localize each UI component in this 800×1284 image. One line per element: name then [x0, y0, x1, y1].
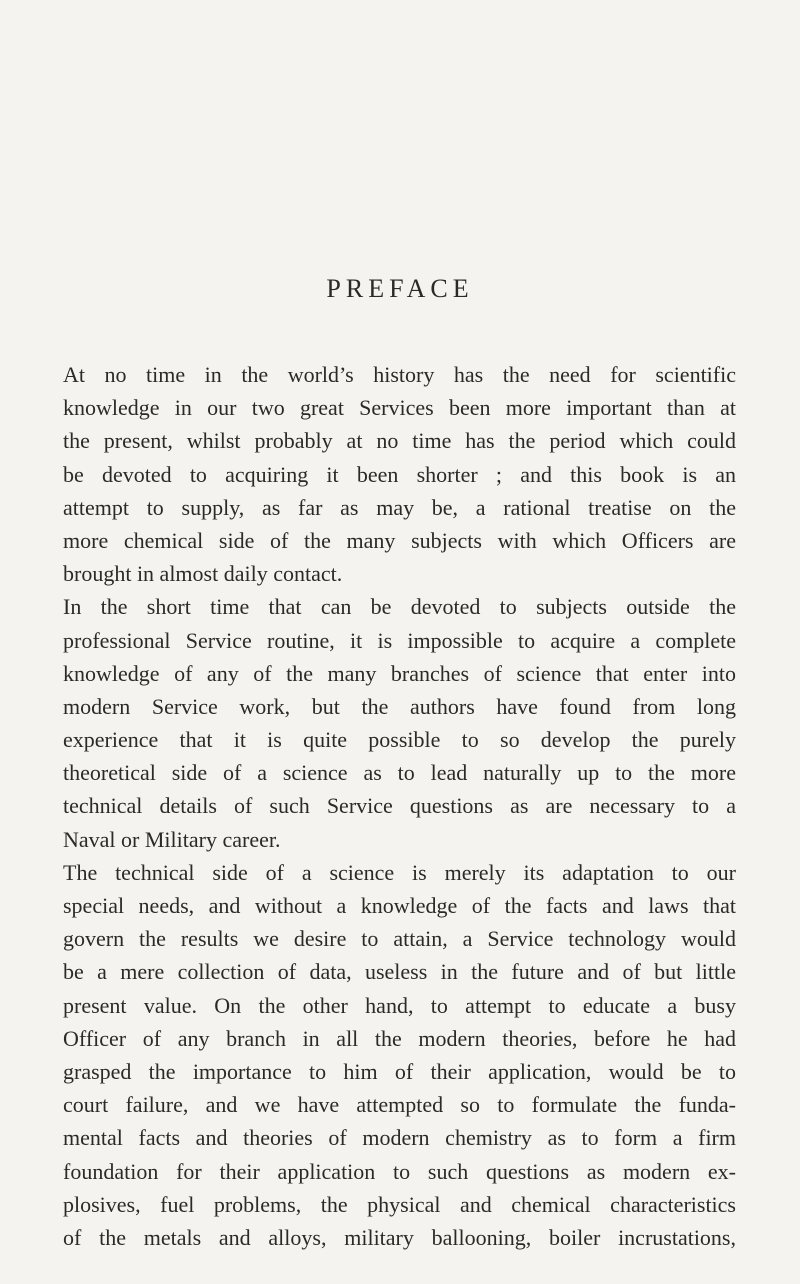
text-line: be a mere collection of data, useless in the future and of but little: [63, 959, 736, 985]
text-line: govern the results we desire to attain, a Service technology would: [63, 926, 736, 952]
text-line: foundation for their application to such questions as modern ex-: [63, 1158, 736, 1184]
text-line: Naval or Military career.: [63, 826, 281, 852]
preface-body: [63, 358, 736, 1254]
text-line: grasped the importance to him of their application, would be to: [63, 1058, 736, 1084]
text-line: Officer of any branch in all the modern theories, before he had: [63, 1025, 736, 1051]
text-line: attempt to supply, as far as may be, a rational treatise on the: [63, 494, 736, 520]
text-line: be devoted to acquiring it been shorter ; and this book is an: [63, 461, 736, 487]
text-line: more chemical side of the many subjects with which Officers are: [63, 527, 736, 553]
text-line: modern Service work, but the authors have found from long: [63, 693, 736, 719]
text-line: theoretical side of a science as to lead naturally up to the more: [63, 760, 736, 786]
text-line: brought in almost daily contact.: [63, 561, 343, 587]
text-line: court failure, and we have attempted so to formulate the funda-: [63, 1092, 736, 1118]
text-line: The technical side of a science is merely its adaptation to our: [63, 859, 736, 885]
text-line: At no time in the world’s history has the need for scientific: [63, 362, 736, 387]
text-line: In the short time that can be devoted to subjects outside the: [63, 594, 736, 620]
page-title: PREFACE: [326, 274, 474, 303]
text-line: special needs, and without a knowledge of the facts and laws that: [63, 893, 736, 918]
text-line: knowledge of any of the many branches of science that enter into: [63, 660, 736, 686]
text-line: professional Service routine, it is impossible to acquire a complete: [63, 627, 736, 653]
text-line: experience that it is quite possible to so develop the purely: [63, 727, 736, 753]
text-line: technical details of such Service questions as are necessary to a: [63, 793, 736, 819]
text-line: plosives, fuel problems, the physical and chemical characteristics: [63, 1191, 736, 1217]
text-line: of the metals and alloys, military ballooning, boiler incrustations,: [63, 1224, 736, 1250]
text-line: knowledge in our two great Services been more important than at: [63, 395, 736, 421]
text-line: present value. On the other hand, to attempt to educate a busy: [63, 992, 736, 1018]
text-line: mental facts and theories of modern chemistry as to form a firm: [63, 1125, 736, 1151]
text-line: the present, whilst probably at no time has the period which could: [63, 428, 736, 454]
